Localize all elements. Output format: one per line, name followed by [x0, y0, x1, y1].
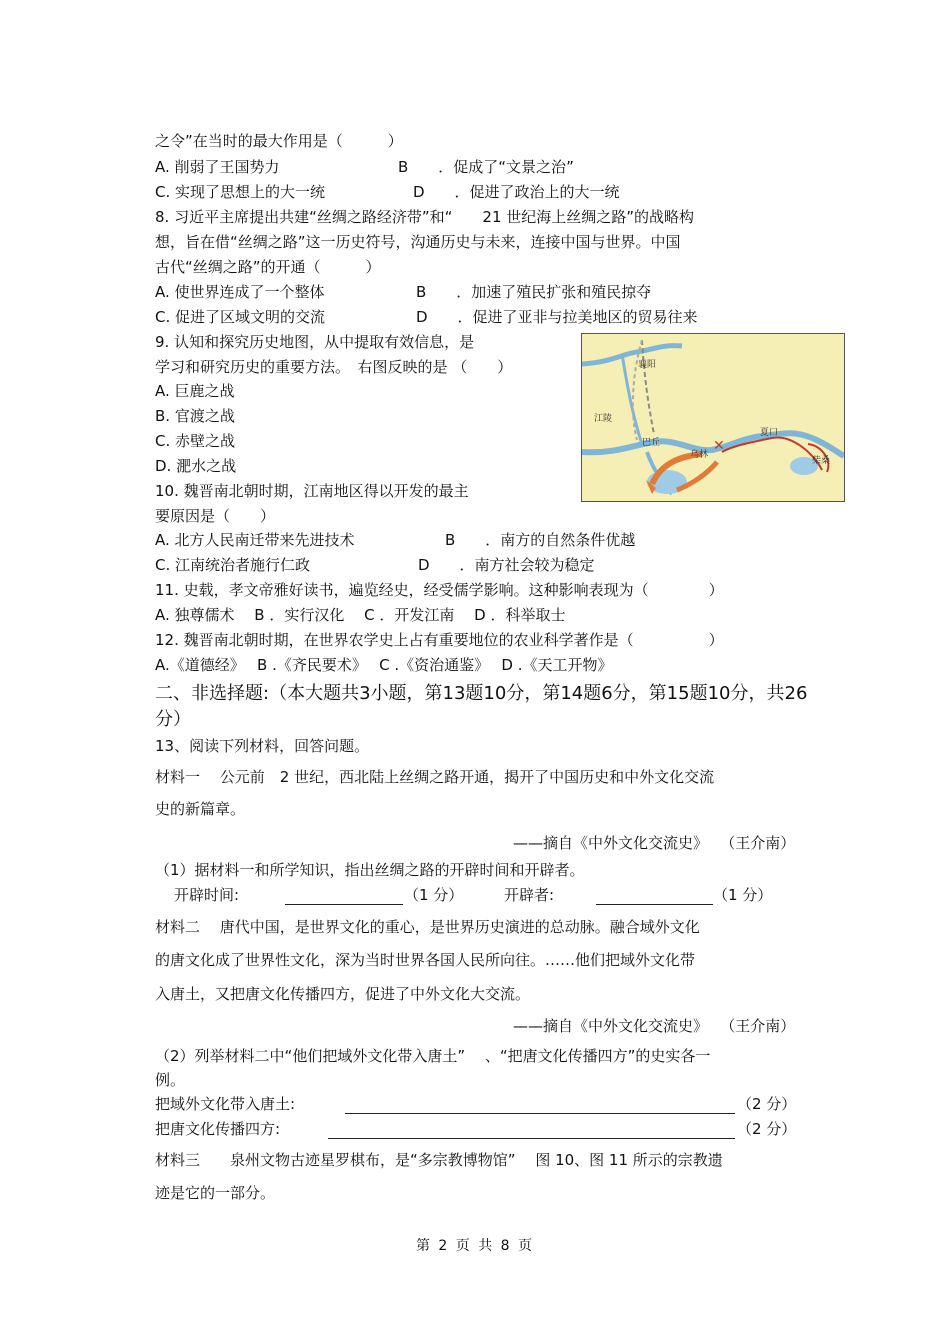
q13-sub-question-1: （1）据材料一和所学知识，指出丝绸之路的开辟时间和开辟者。 [155, 861, 585, 879]
map-label-chaisang: 柴桑 [812, 456, 831, 466]
q11-options: A. 独尊儒术 B ．实行汉化 C ．开发江南 D ．科举取士 [155, 606, 566, 624]
q13-material-2-line-2: 的唐文化成了世界性文化，深为当时世界各国人民所向往。……他们把域外文化带 [155, 951, 696, 969]
q7-option-d: D ．促进了政治上的大一统 [413, 183, 620, 201]
battle-cross-icon: ✕ [713, 438, 725, 454]
q7-option-a: A. 削弱了王国势力 [155, 158, 280, 176]
q13-material-1-line-2: 史的新篇章。 [155, 800, 246, 818]
open-time-answer-blank[interactable] [285, 904, 403, 905]
q10-option-c: C. 江南统治者施行仁政 [155, 556, 311, 574]
q13-material-3-line-2: 迹是它的一部分。 [155, 1184, 276, 1202]
spread-score: （2 分） [737, 1120, 797, 1138]
opener-answer-blank[interactable] [596, 904, 713, 905]
q13-material-1-line-1: 材料一 公元前 2 世纪，西北陆上丝绸之路开通，揭开了中国历史和中外文化交流 [155, 768, 715, 786]
q12-options: A.《道德经》 B .《齐民要术》 C .《资治通鉴》 D .《天工开物》 [155, 656, 613, 674]
map-label-baqiu: 巴丘 [642, 438, 661, 448]
q10-option-d: D ．南方社会较为稳定 [418, 556, 595, 574]
q9-option-a: A. 巨鹿之战 [155, 382, 235, 400]
q9-line-2: 学习和研究历史的重要方法。 右图反映的是 （ ） [155, 358, 513, 376]
q9-option-d: D. 淝水之战 [155, 457, 237, 475]
q13-material-2-line-1: 材料二 唐代中国，是世界文化的重心，是世界历史演进的总动脉。融合域外文化 [155, 918, 700, 936]
q13-sub-question-2: （2）列举材料二中“他们把域外文化带入唐土” 、“把唐文化传播四方”的史实各一 [155, 1047, 711, 1065]
q13-material-3-line-1: 材料三 泉州文物古迹星罗棋布，是“多宗教博物馆” 图 10、图 11 所示的宗教遗 [155, 1151, 723, 1169]
map-label-jiangling: 江陵 [594, 414, 613, 424]
q9-option-c: C. 赤壁之战 [155, 432, 236, 450]
q8-option-d: D ．促进了亚非与拉美地区的贸易往来 [416, 308, 698, 326]
map-label-xiakou: 夏口 [760, 428, 779, 438]
battle-map-svg [582, 334, 844, 501]
bring-in-label: 把域外文化带入唐土: [155, 1095, 296, 1113]
q8-option-a: A. 使世界连成了一个整体 [155, 283, 325, 301]
q11-line-1: 11. 史载，孝文帝雅好读书，遍览经史，经受儒学影响。这种影响表现为（ ） [155, 581, 724, 599]
opener-label: 开辟者: [504, 886, 555, 904]
q9-line-1: 9. 认知和探究历史地图，从中提取有效信息，是 [155, 333, 475, 351]
q8-line-3: 古代“丝绸之路”的开通（ ） [155, 258, 381, 276]
q12-line-1: 12. 魏晋南北朝时期，在世界农学史上占有重要地位的农业科学著作是（ ） [155, 631, 724, 649]
q7-option-b: B ．促成了“文景之治” [398, 158, 574, 176]
q13-material-2-line-3: 入唐土，又把唐文化传播四方，促进了中外文化大交流。 [155, 985, 531, 1003]
q13-intro: 13、阅读下列材料，回答问题。 [155, 737, 370, 755]
q8-option-c: C. 促进了区域文明的交流 [155, 308, 326, 326]
q7-stem-tail: 之令”在当时的最大作用是（ ） [155, 132, 403, 150]
open-time-label: 开辟时间: [174, 886, 240, 904]
page-footer: 第 2 页 共 8 页 [415, 1238, 535, 1254]
q10-option-a: A. 北方人民南迁带来先进技术 [155, 531, 355, 549]
q8-line-2: 想，旨在借“丝绸之路”这一历史符号，沟通历史与未来，连接中国与世界。中国 [155, 233, 681, 251]
q8-option-b: B ．加速了殖民扩张和殖民掠夺 [416, 283, 652, 301]
q9-option-b: B. 官渡之战 [155, 407, 235, 425]
river-han [582, 346, 682, 364]
q8-line-1: 8. 习近平主席提出共建“丝绸之路经济带”和“ 21 世纪海上丝绸之路”的战略构 [155, 208, 695, 226]
opener-score: （1 分） [713, 886, 773, 904]
map-label-wulin: 乌林 [690, 450, 709, 460]
bring-in-score: （2 分） [737, 1095, 797, 1113]
spread-label: 把唐文化传播四方: [155, 1120, 281, 1138]
q13-material-2-source: ——摘自《中外文化交流史》 （王介南） [513, 1017, 796, 1035]
map-label-xiangyang: 襄阳 [638, 360, 657, 370]
section-2-heading: 二、非选择题:（本大题共3小题，第13题10分，第14题6分，第15题10分，共26 [155, 683, 808, 704]
q10-line-1: 10. 魏晋南北朝时期，江南地区得以开发的最主 [155, 482, 469, 500]
q10-option-b: B ．南方的自然条件优越 [445, 531, 636, 549]
bring-in-answer-blank[interactable] [345, 1113, 735, 1114]
open-time-score: （1 分） [404, 886, 464, 904]
q13-material-1-source: ——摘自《中外文化交流史》 （王介南） [513, 834, 796, 852]
section-2-heading-cont: 分） [155, 709, 191, 730]
battle-map-figure [581, 333, 845, 502]
q7-option-c: C. 实现了思想上的大一统 [155, 183, 326, 201]
q13-sub-question-2-cont: 例。 [155, 1071, 186, 1089]
spread-answer-blank[interactable] [328, 1138, 735, 1139]
route-dashed [642, 340, 654, 434]
q10-line-2: 要原因是（ ） [155, 507, 276, 525]
